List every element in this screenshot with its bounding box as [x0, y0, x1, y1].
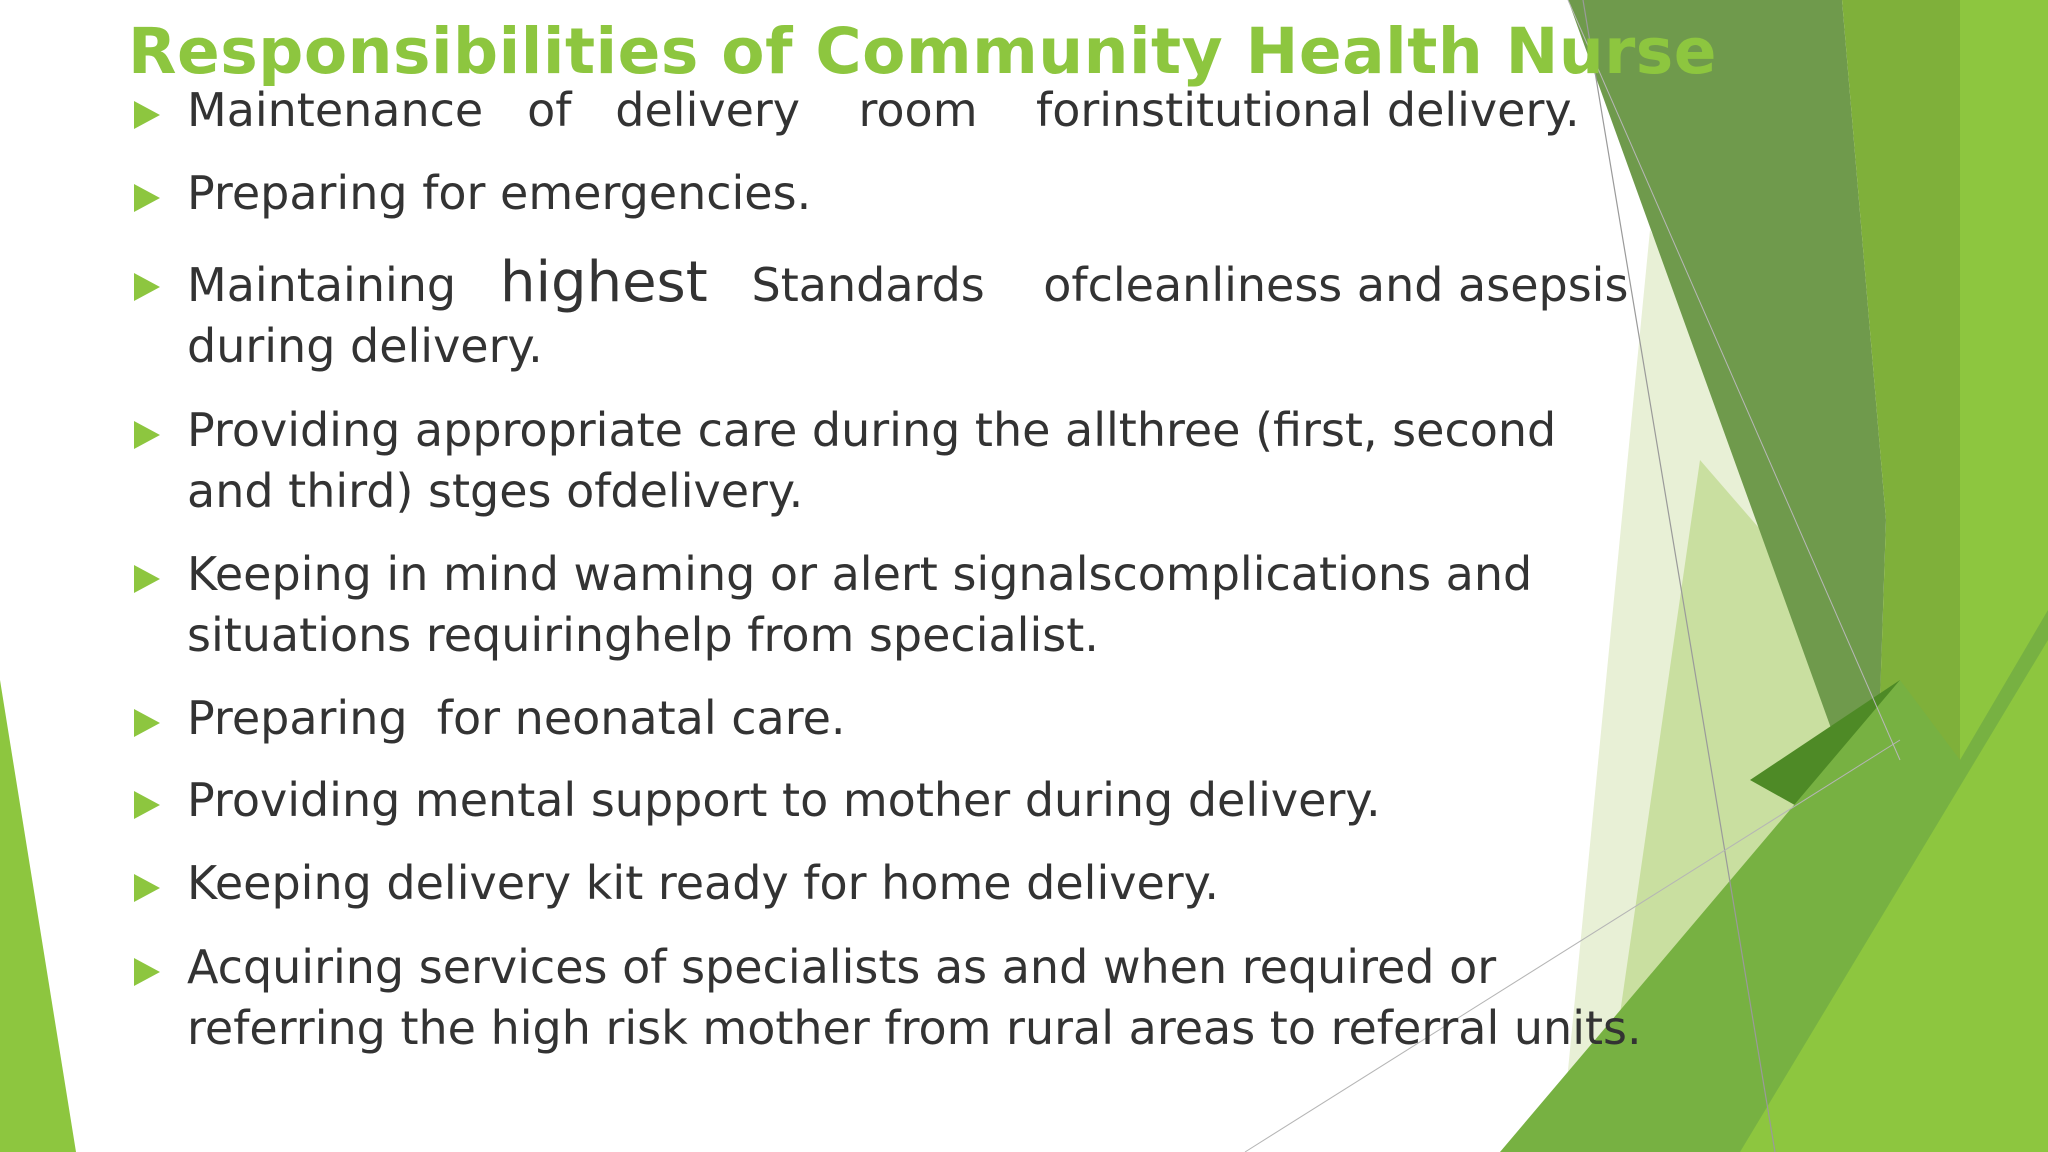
bullet-text: Keeping in mind waming or alert signalscomplications and situations requiringhelp from specialist.: [187, 547, 1547, 662]
bullet-item: [130, 937, 1650, 1059]
bullet-text: Keeping delivery kit ready for home delivery.: [187, 856, 1219, 910]
bullet-text: Providing appropriate care during the allthree (first, second and third) stges ofdelivery.: [187, 403, 1571, 518]
bullet-item: [130, 252, 1650, 377]
bullet-arrow-icon: [134, 874, 160, 902]
bullet-arrow-icon: [134, 421, 160, 449]
bullet-item: [130, 770, 1650, 831]
bullet-text: Preparing for neonatal care.: [187, 691, 846, 745]
bullet-item: [130, 163, 1650, 224]
bullet-arrow-icon: [134, 958, 160, 986]
bullet-item: [130, 544, 1650, 666]
bullet-arrow-icon: [134, 709, 160, 737]
bullet-text: Acquiring services of specialists as and when required or referring the high risk mother from rural areas to referral units.: [187, 940, 1642, 1055]
bullet-text: Maintenance of delivery room forinstitutional delivery.: [187, 83, 1580, 137]
bullet-text: [187, 252, 1650, 377]
bullet-arrow-icon: [134, 101, 160, 129]
bullet-arrow-icon: [134, 565, 160, 593]
bullet-item: [130, 80, 1650, 141]
bullet-arrow-icon: [134, 791, 160, 819]
bullet-text-part: Standards ofcleanliness and asepsis during delivery.: [187, 258, 1644, 373]
bullet-item: [130, 688, 1650, 749]
bullet-item: [130, 853, 1650, 914]
bullet-text: Preparing for emergencies.: [187, 166, 812, 220]
bullet-text-part: Maintaining: [187, 258, 500, 312]
bullet-arrow-icon: [134, 184, 160, 212]
slide-title: Responsibilities of Community Health Nurse: [128, 15, 1717, 88]
bullet-arrow-icon: [134, 273, 160, 301]
bullet-item: [130, 400, 1650, 522]
bullet-text: Providing mental support to mother during delivery.: [187, 773, 1381, 827]
emphasized-word: highest: [499, 250, 708, 315]
